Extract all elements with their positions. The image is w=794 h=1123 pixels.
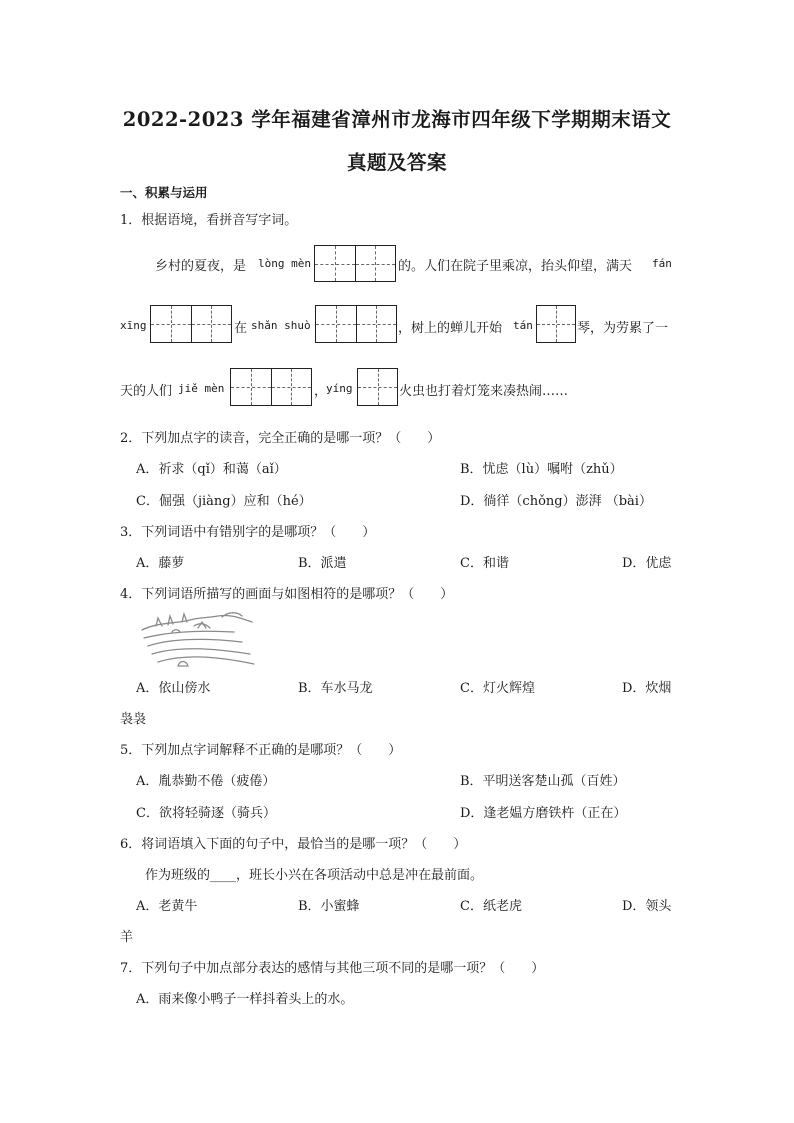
q4-option-a[interactable]: A．依山傍水 bbox=[136, 681, 211, 696]
q2-option-d[interactable]: D．徜徉（chǒng）澎湃 （bài） bbox=[460, 494, 652, 509]
q4-option-d-continued: 袅袅 bbox=[120, 712, 147, 727]
q6-stem: 6．将词语填入下面的句子中，最恰当的是哪一项？（ ） bbox=[120, 837, 467, 852]
q7-option-a[interactable]: A．雨来像小鸭子一样抖着头上的水。 bbox=[136, 992, 354, 1007]
q6-option-c[interactable]: C．纸老虎 bbox=[460, 899, 522, 914]
q1-pinyin-6: yíng bbox=[326, 382, 353, 395]
q1-text-4: ，树上的蝉儿开始 bbox=[398, 321, 503, 336]
q1-answer-grid-5[interactable] bbox=[230, 368, 312, 406]
q1-answer-grid-3[interactable] bbox=[315, 305, 397, 343]
q5-option-b[interactable]: B．平明送客楚山孤（百姓） bbox=[460, 774, 626, 789]
q3-option-d[interactable]: D．优虑 bbox=[622, 556, 672, 571]
q1-pinyin-2a: fán bbox=[652, 257, 672, 270]
q1-answer-grid-2[interactable] bbox=[150, 305, 232, 343]
q6-option-b[interactable]: B．小蜜蜂 bbox=[298, 899, 360, 914]
q1-text-1: 乡村的夏夜，是 bbox=[155, 259, 247, 274]
q1-pinyin-3: shǎn shuò bbox=[251, 319, 311, 332]
q2-option-b[interactable]: B．忧虑（lù）嘱咐（zhǔ） bbox=[460, 462, 623, 477]
q4-stem: 4．下列词语所描写的画面与如图相符的是哪项？（ ） bbox=[120, 587, 454, 602]
q7-stem: 7．下列句子中加点部分表达的感情与其他三项不同的是哪一项？（ ） bbox=[120, 961, 545, 976]
q1-pinyin-5: jiě mèn bbox=[178, 382, 225, 395]
q5-stem: 5．下列加点字词解释不正确的是哪项？（ ） bbox=[120, 743, 402, 758]
q3-option-c[interactable]: C．和谐 bbox=[460, 556, 509, 571]
q5-option-a[interactable]: A．胤恭勤不倦（疲倦） bbox=[136, 774, 276, 789]
q6-option-a[interactable]: A．老黄牛 bbox=[136, 899, 198, 914]
q6-option-d-continued: 羊 bbox=[120, 930, 134, 945]
q1-answer-grid-6[interactable] bbox=[357, 368, 398, 406]
q2-option-a[interactable]: A．祈求（qǐ）和蔼（aǐ） bbox=[136, 462, 287, 477]
q1-text-3: 在 bbox=[234, 321, 248, 336]
section-heading: 一、积累与运用 bbox=[120, 185, 208, 200]
q1-answer-grid-1[interactable] bbox=[314, 245, 396, 282]
q3-option-b[interactable]: B．派遣 bbox=[298, 556, 347, 571]
q2-stem: 2．下列加点字的读音，完全正确的是哪一项？（ ） bbox=[120, 431, 441, 446]
q4-option-d[interactable]: D．炊烟 bbox=[622, 681, 672, 696]
q1-pinyin-1: lòng mèn bbox=[258, 257, 311, 270]
q3-stem: 3．下列词语中有错别字的是哪项？（ ） bbox=[120, 525, 376, 540]
q1-text-8: 火虫也打着灯笼来凑热闹…… bbox=[399, 384, 569, 399]
landscape-sketch-image bbox=[138, 608, 258, 670]
q1-pinyin-2b: xīng bbox=[120, 319, 147, 332]
q4-option-b[interactable]: B．车水马龙 bbox=[298, 681, 373, 696]
q2-option-c[interactable]: C．倔强（jiàng）应和（hé） bbox=[136, 494, 312, 509]
q1-text-2: 的。人们在院子里乘凉，抬头仰望，满天 bbox=[398, 259, 633, 274]
q3-option-a[interactable]: A．藤萝 bbox=[136, 556, 185, 571]
q1-stem: 1．根据语境，看拼音写字词。 bbox=[120, 213, 298, 228]
q6-sentence: 作为班级的____，班长小兴在各项活动中总是冲在最前面。 bbox=[145, 868, 484, 883]
q4-option-c[interactable]: C．灯火辉煌 bbox=[460, 681, 535, 696]
q1-text-5: 琴，为劳累了一 bbox=[577, 321, 669, 336]
q1-pinyin-4: tán bbox=[513, 319, 533, 332]
q5-option-c[interactable]: C．欲将轻骑逐（骑兵） bbox=[136, 806, 276, 821]
q1-text-6: 天的人们 bbox=[120, 384, 173, 399]
q5-option-d[interactable]: D．逢老媪方磨铁杵（正在） bbox=[460, 806, 627, 821]
q1-text-7: ， bbox=[314, 384, 328, 399]
q1-answer-grid-4[interactable] bbox=[536, 305, 576, 343]
document-title-line1: 2022-2023 学年福建省漳州市龙海市四年级下学期期末语文 bbox=[122, 108, 672, 131]
q6-option-d[interactable]: D．领头 bbox=[622, 899, 672, 914]
document-title-line2: 真题及答案 bbox=[346, 151, 447, 174]
